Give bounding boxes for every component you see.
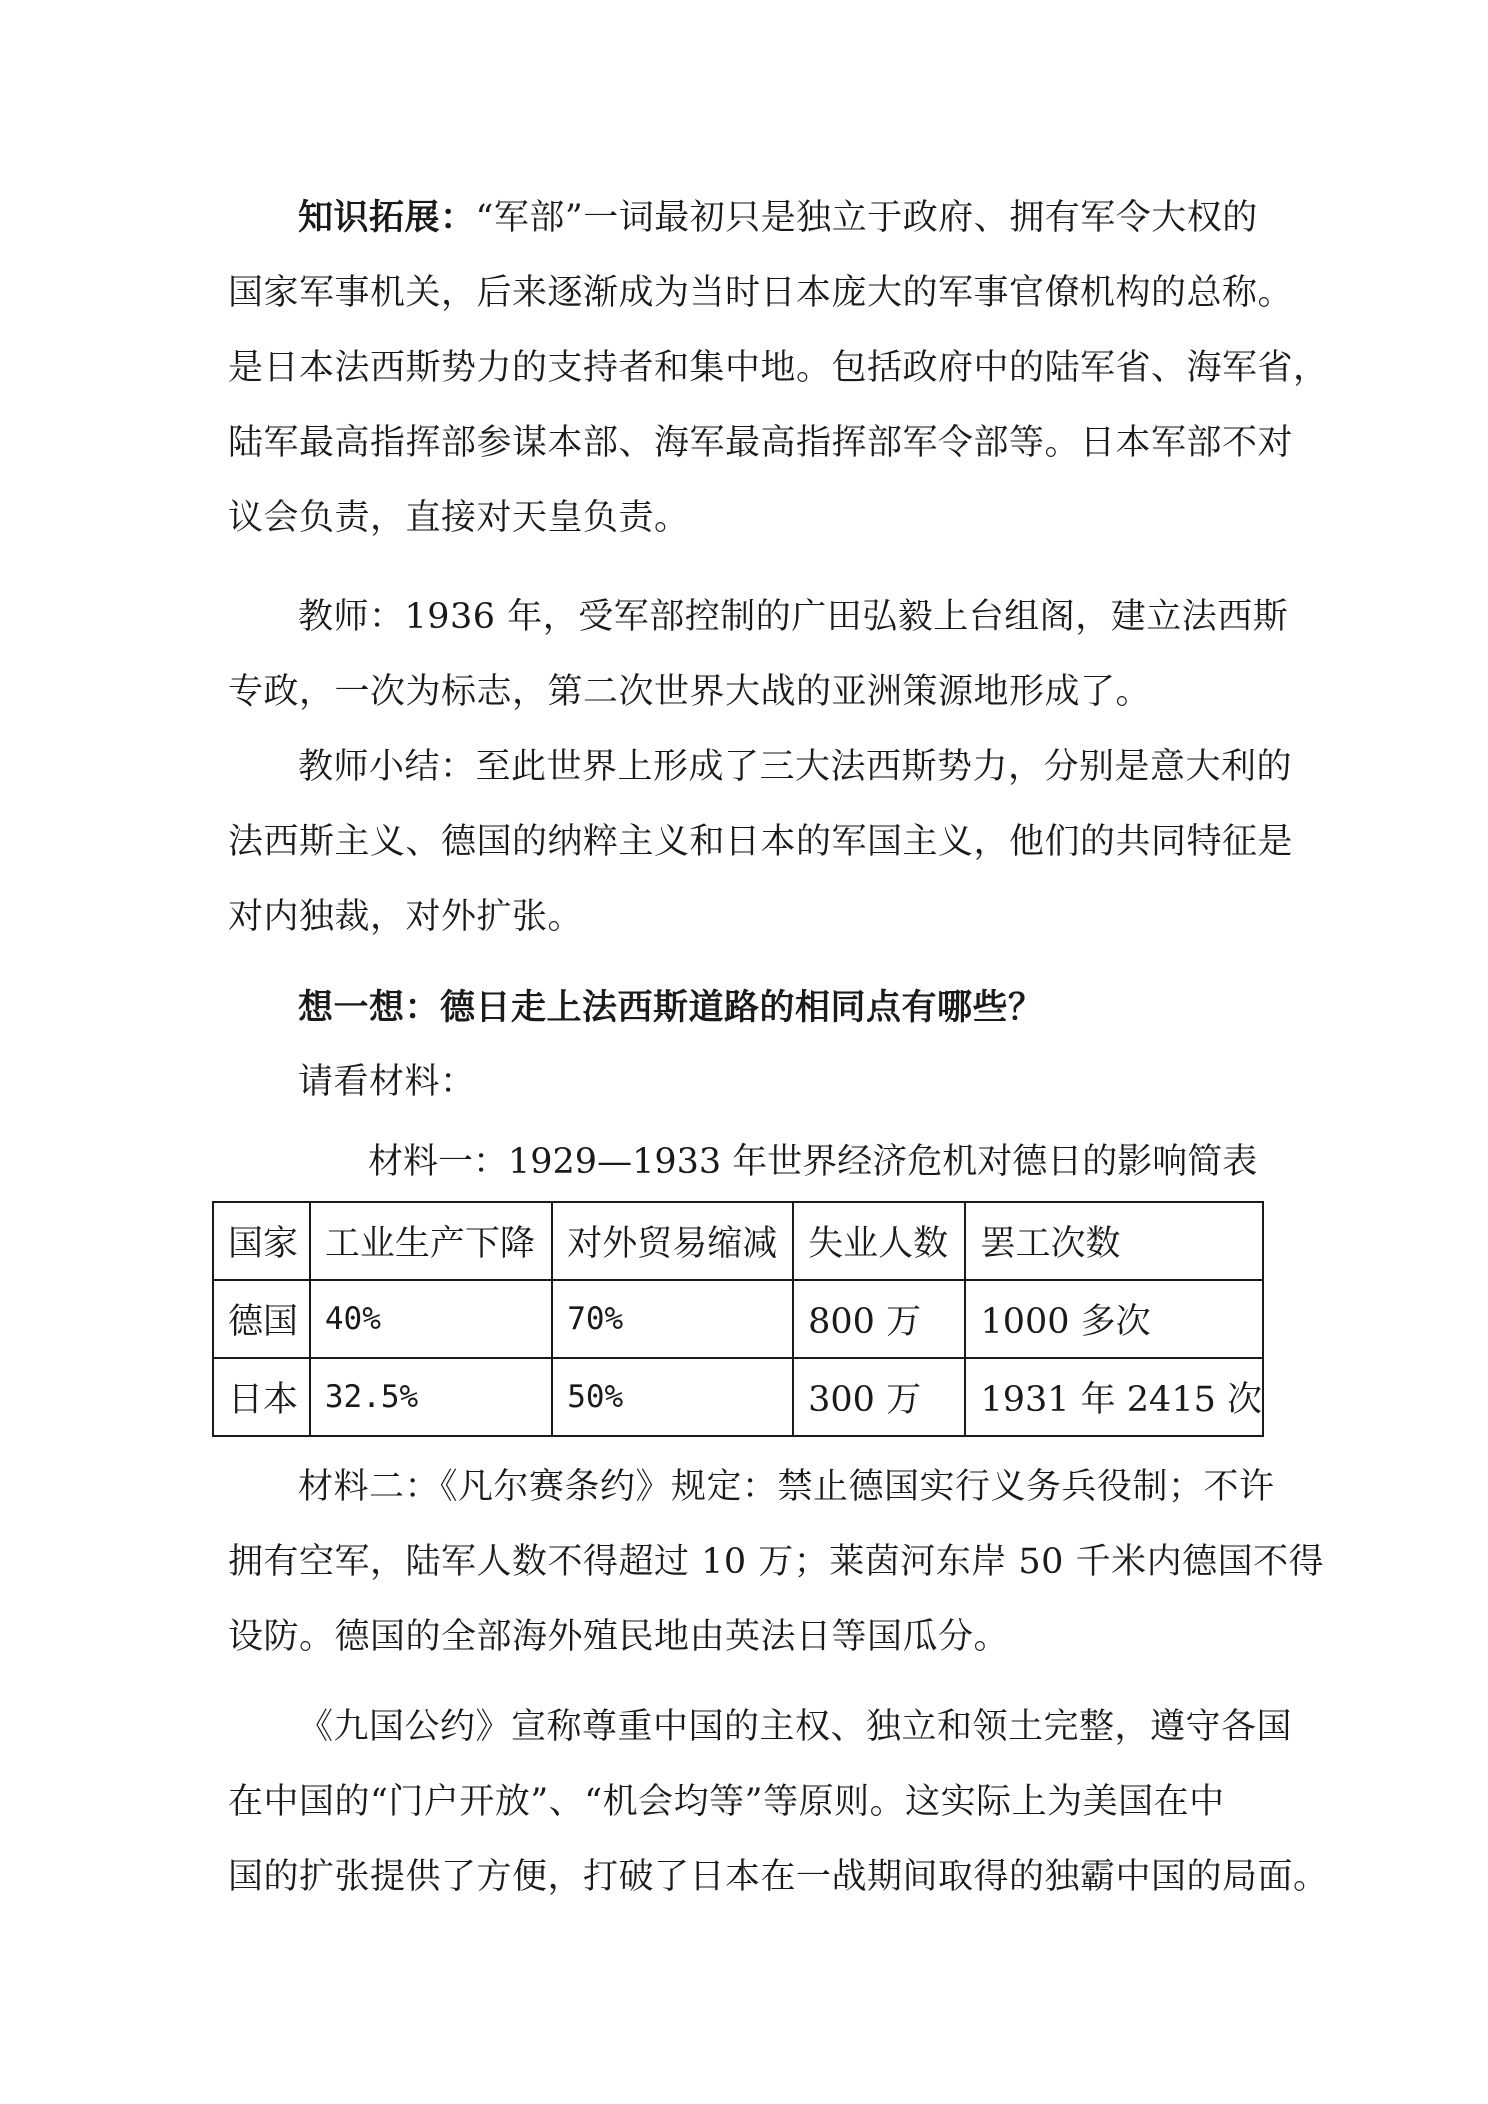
table-header-cell: 工业生产下降 <box>310 1202 552 1280</box>
paragraph-line: 国家军事机关，后来逐渐成为当时日本庞大的军事官僚机构的总称。 <box>228 273 1294 313</box>
table-cell: 1000 多次 <box>965 1280 1263 1358</box>
paragraph-nine-power-treaty <box>228 1690 1329 1915</box>
table-header-cell: 对外贸易缩减 <box>552 1202 793 1280</box>
table-header-cell: 罢工次数 <box>965 1202 1263 1280</box>
paragraph-material-two <box>228 1450 1325 1675</box>
paragraph-line: 拥有空军，陆军人数不得超过 10 万；莱茵河东岸 50 千米内德国不得 <box>228 1542 1325 1582</box>
paragraph-think <box>228 970 1274 1045</box>
paragraph-line: 教师：1936 年，受军部控制的广田弘毅上台组阁，建立法西斯 <box>298 597 1289 637</box>
paragraph-line: 专政，一次为标志，第二次世界大战的亚洲策源地形成了。 <box>228 672 1152 712</box>
table-cell: 日本 <box>213 1358 310 1436</box>
paragraph-line: 是日本法西斯势力的支持者和集中地。包括政府中的陆军省、海军省， <box>228 348 1329 388</box>
paragraph-teacher <box>228 580 1289 730</box>
impact-table <box>212 1201 1264 1437</box>
think-question: 想一想：德日走上法西斯道路的相同点有哪些？ <box>298 987 1044 1028</box>
knowledge-expansion-label: 知识拓展： <box>298 197 476 238</box>
paragraph-line: 知识拓展：“军部”一词最初只是独立于政府、拥有军令大权的 <box>298 197 1258 238</box>
table-row <box>213 1358 1263 1436</box>
table-cell: 32.5% <box>310 1358 552 1436</box>
table-cell: 40% <box>310 1280 552 1358</box>
see-material-text: 请看材料： <box>298 1062 476 1102</box>
paragraph-line: 对内独裁，对外扩张。 <box>228 897 584 937</box>
table-header-cell: 国家 <box>213 1202 310 1280</box>
table-cell: 300 万 <box>793 1358 965 1436</box>
table-cell: 德国 <box>213 1280 310 1358</box>
paragraph-knowledge-expansion <box>228 180 1329 556</box>
paragraph-line: 教师小结：至此世界上形成了三大法西斯势力，分别是意大利的 <box>298 747 1293 787</box>
paragraph-line: 陆军最高指挥部参谋本部、海军最高指挥部军令部等。日本军部不对 <box>228 423 1294 463</box>
paragraph-line: 《九国公约》宣称尊重中国的主权、独立和领土完整，遵守各国 <box>298 1707 1293 1747</box>
table-header-row <box>213 1202 1263 1280</box>
table-header-cell: 失业人数 <box>793 1202 965 1280</box>
table-cell: 800 万 <box>793 1280 965 1358</box>
paragraph-line: 议会负责，直接对天皇负责。 <box>228 498 690 538</box>
paragraph-line: 在中国的“门户开放”、“机会均等”等原则。这实际上为美国在中 <box>228 1782 1225 1822</box>
paragraph-teacher-summary <box>228 730 1294 955</box>
paragraph-line: 设防。德国的全部海外殖民地由英法日等国瓜分。 <box>228 1617 1010 1657</box>
paragraph-line: 法西斯主义、德国的纳粹主义和日本的军国主义，他们的共同特征是 <box>228 822 1294 862</box>
paragraph-line: 国的扩张提供了方便，打破了日本在一战期间取得的独霸中国的局面。 <box>228 1857 1329 1897</box>
paragraph-see-material <box>228 1045 1274 1120</box>
table-cell: 50% <box>552 1358 793 1436</box>
paragraph-line: 材料二：《凡尔赛条约》规定：禁止德国实行义务兵役制；不许 <box>298 1467 1275 1507</box>
table-caption: 材料一：1929—1933 年世界经济危机对德日的影响简表 <box>368 1142 1258 1182</box>
table-row <box>213 1280 1263 1358</box>
table-cell: 1931 年 2415 次 <box>965 1358 1263 1436</box>
table-cell: 70% <box>552 1280 793 1358</box>
